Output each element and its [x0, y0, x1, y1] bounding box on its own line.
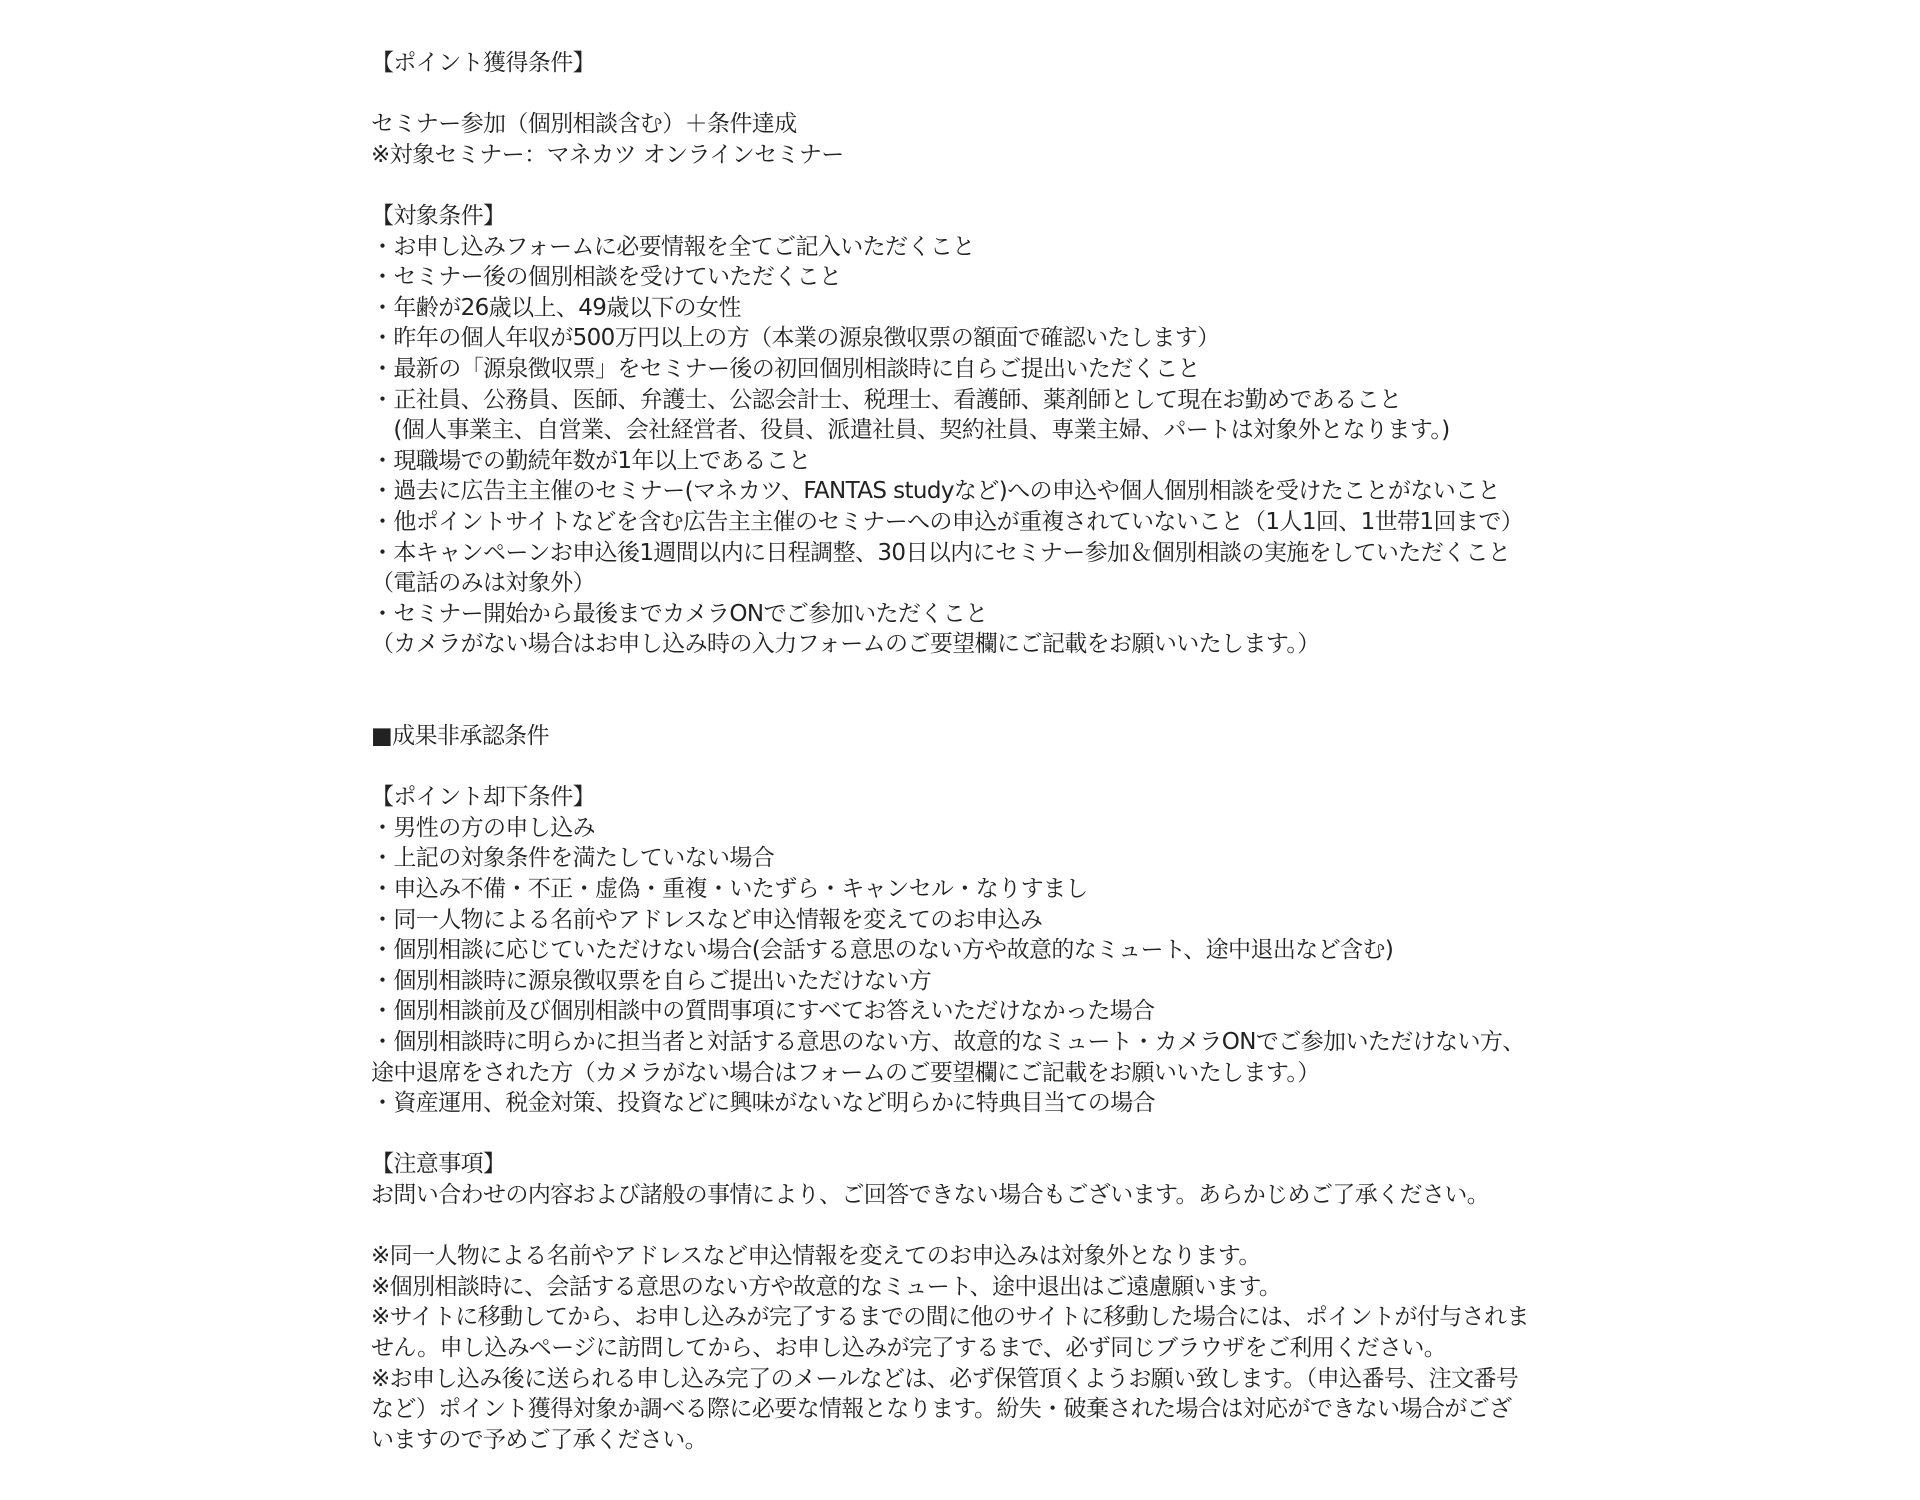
target-condition-line: (個人事業主、自営業、会社経営者、役員、派遣社員、契約社員、専業主婦、パートは対象外となります。): [371, 417, 1450, 444]
notes-line: ※同一人物による名前やアドレスなど申込情報を変えてのお申込みは対象外となります。: [371, 1243, 1261, 1270]
target-condition-line: ・過去に広告主主催のセミナー(マネカツ、FANTAS studyなど)への申込や個人個別相談を受けたことがないこと: [371, 478, 1500, 505]
rejection-condition-line: ・上記の対象条件を満たしていない場合: [371, 845, 775, 872]
notes-heading: 【注意事項】: [371, 1151, 506, 1178]
notes-line: など）ポイント獲得対象か調べる際に必要な情報となります。紛失・破棄された場合は対応ができない場合がござ: [371, 1396, 1512, 1423]
notes-intro: お問い合わせの内容および諸般の事情により、ご回答できない場合もございます。あらかじめご了承ください。: [371, 1181, 1490, 1208]
notes-line: ※サイトに移動してから、お申し込みが完了するまでの間に他のサイトに移動した場合には、ポイントが付与されま: [371, 1304, 1529, 1331]
target-condition-line: ・最新の「源泉徴収票」をセミナー後の初回個別相談時に自らご提出いただくこと: [371, 355, 1200, 382]
target-condition-line: ・昨年の個人年収が500万円以上の方（本業の源泉徴収票の額面で確認いたします）: [371, 325, 1220, 352]
point-condition-line: セミナー参加（個別相談含む）＋条件達成: [371, 111, 797, 138]
rejection-condition-line: ・男性の方の申し込み: [371, 814, 596, 841]
notes-line: ※お申し込み後に送られる申し込み完了のメールなどは、必ず保管頂くようお願い致します。（申込番号、注文番号: [371, 1365, 1519, 1392]
target-condition-line: ・セミナー開始から最後までカメラONでご参加いただくこと: [371, 600, 988, 627]
rejection-condition-line: ・資産運用、税金対策、投資などに興味がないなど明らかに特典目当ての場合: [371, 1090, 1156, 1117]
point-condition-line: ※対象セミナー：マネカツ オンラインセミナー: [371, 141, 844, 168]
target-condition-line: ・セミナー後の個別相談を受けていただくこと: [371, 264, 842, 291]
target-condition-line: ・正社員、公務員、医師、弁護士、公認会計士、税理士、看護師、薬剤師として現在お勤めであること: [371, 386, 1402, 413]
target-conditions-heading: 【対象条件】: [371, 202, 506, 229]
target-condition-line: ・現職場での勤続年数が1年以上であること: [371, 447, 811, 474]
notes-line: ※個別相談時に、会話する意思のない方や故意的なミュート、途中退出はご遠慮願います。: [371, 1273, 1282, 1300]
target-condition-line: （電話のみは対象外）: [371, 570, 596, 597]
target-condition-line: ・お申し込みフォームに必要情報を全てご記入いただくこと: [371, 233, 975, 260]
rejection-condition-line: 途中退席をされた方（カメラがない場合はフォームのご要望欄にご記載をお願いいたします。）: [371, 1059, 1320, 1086]
notes-line: せん。申し込みページに訪問してから、お申し込みが完了するまで、必ず同じブラウザをご利用ください。: [371, 1334, 1447, 1361]
non-approval-heading: ■成果非承認条件: [371, 723, 549, 750]
point-conditions-heading: 【ポイント獲得条件】: [371, 50, 596, 76]
rejection-condition-line: ・個別相談前及び個別相談中の質問事項にすべてお答えいただけなかった場合: [371, 998, 1155, 1025]
rejection-condition-line: ・申込み不備・不正・虚偽・重複・いたずら・キャンセル・なりすまし: [371, 876, 1088, 903]
target-condition-line: ・本キャンペーンお申込後1週間以内に日程調整、30日以内にセミナー参加＆個別相談の実施をしていただくこと: [371, 539, 1511, 566]
target-condition-line: ・年齢が26歳以上、49歳以下の女性: [371, 294, 741, 321]
rejection-condition-line: ・同一人物による名前やアドレスなど申込情報を変えてのお申込み: [371, 906, 1043, 933]
notes-line: いますので予めご了承ください。: [371, 1426, 708, 1453]
rejection-condition-line: ・個別相談時に源泉徴収票を自らご提出いただけない方: [371, 967, 932, 994]
target-condition-line: （カメラがない場合はお申し込み時の入力フォームのご要望欄にご記載をお願いいたします。）: [371, 631, 1320, 658]
rejection-conditions-heading: 【ポイント却下条件】: [371, 784, 596, 811]
rejection-condition-line: ・個別相談に応じていただけない場合(会話する意思のない方や故意的なミュート、途中退出など含む): [371, 937, 1394, 964]
target-condition-line: ・他ポイントサイトなどを含む広告主主催のセミナーへの申込が重複されていないこと（1人1回、1世帯1回まで）: [371, 508, 1524, 535]
campaign-terms-text: [371, 48, 1601, 1455]
rejection-condition-line: ・個別相談時に明らかに担当者と対話する意思のない方、故意的なミュート・カメラONでご参加いただけない方、: [371, 1029, 1525, 1055]
